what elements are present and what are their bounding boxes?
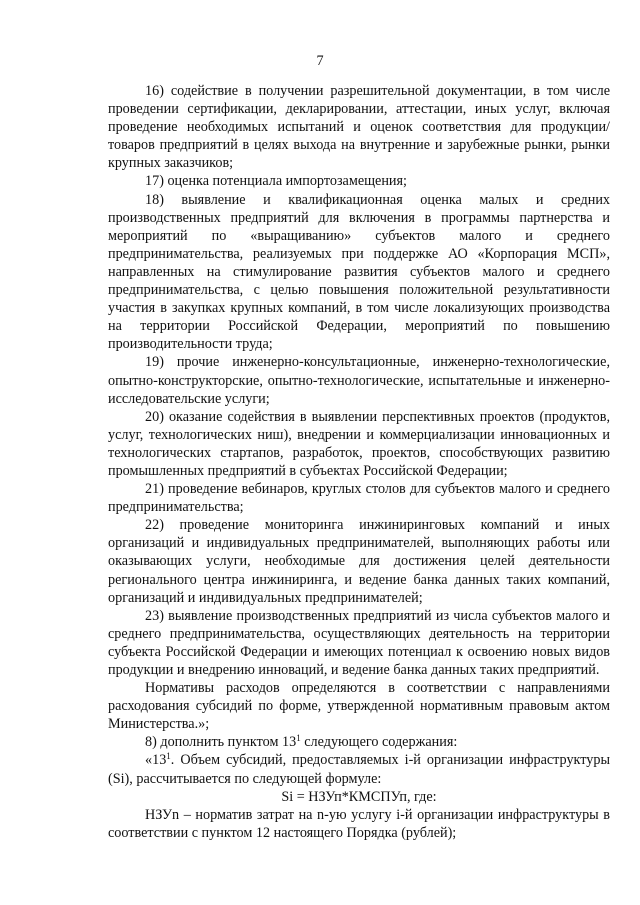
document-body (108, 82, 610, 842)
amendment-text-end: следующего содержания: (300, 734, 458, 751)
item-13-1-superscript: 1 (166, 751, 171, 762)
formula: Si = НЗУп*КМСПУп, где: (281, 788, 437, 805)
amendment-text: 8) дополнить пунктом 13 (145, 734, 297, 751)
paragraph-item-22: 22) проведение мониторинга инжиниринговых компаний и иных организаций и индивидуальных предпринимателей, выполняющих работы или оказывающих услуги, необходимые для достижения целей деятельности регионального центра инжиниринга, и ведение банка данных таких компаний, организаций и индивидуальных предпринимателей; (108, 517, 610, 606)
paragraph-norms: Нормативы расходов определяются в соответствии с направлениями расходования субсидий по форме, утвержденной нормативным правовым актом Министерства.»; (108, 680, 610, 733)
paragraph-item-17: 17) оценка потенциала импортозамещения; (145, 173, 407, 190)
paragraph-item-16: 16) содействие в получении разрешительной документации, в том числе проведении сертификации, декларировании, аттестации, иных услуг, включая проведение необходимых испытаний и оценок соответствия для продукции/товаров предприятий в целях выхода на внутренние и зарубежные рынки, рынки крупных заказчиков; (108, 83, 610, 172)
paragraph-item-20: 20) оказание содействия в выявлении перспективных проектов (продуктов, услуг, технологических ниш), внедрении и коммерциализации инновационных и технологических стартапов, разработок, проектов, способствующих развитию промышленных предприятий в субъектах Российской Федерации; (108, 408, 610, 479)
paragraph-item-21: 21) проведение вебинаров, круглых столов для субъектов малого и среднего предпринимательства; (108, 481, 610, 516)
paragraph-amendment (108, 733, 610, 751)
amendment-superscript: 1 (296, 733, 301, 744)
paragraph-item-13-1 (108, 751, 610, 787)
page-number: 7 (316, 53, 324, 69)
item-13-1-text: . Объем субсидий, предоставляемых i-й организации инфраструктуры (Si), рассчитывается по следующей формуле: (108, 752, 610, 787)
paragraph-item-18: 18) выявление и квалификационная оценка малых и средних производственных предприятий для включения в программы партнерства и мероприятий по «выращиванию» субъектов малого и среднего предпринимательства, реализуемых при поддержке АО «Корпорация МСП», направленных на стимулирование развития субъектов малого и среднего предпринимательства, с целью повышения положительной результативности участия в закупках крупных компаний, в том числе локализующих производства на территории Российской Федерации, мероприятий по повышению производительности труда; (108, 191, 610, 353)
paragraph-item-23: 23) выявление производственных предприятий из числа субъектов малого и среднего предпринимательства, осуществляющих деятельность на территории субъекта Российской Федерации и имеющих потенциал к освоению новых видов продукции и внедрению инноваций, и ведение банка данных таких предприятий. (108, 607, 610, 678)
paragraph-definition: НЗУn – норматив затрат на n-ую услугу i-й организации инфраструктуры в соответствии с пунктом 12 настоящего Порядка (рублей); (108, 806, 610, 841)
item-13-1-start: «13 (145, 752, 167, 769)
paragraph-item-19: 19) прочие инженерно-консультационные, инженерно-технологические, опытно-конструкторские, опытно-технологические, испытательные и инженерно-исследовательские услуги; (108, 354, 610, 407)
